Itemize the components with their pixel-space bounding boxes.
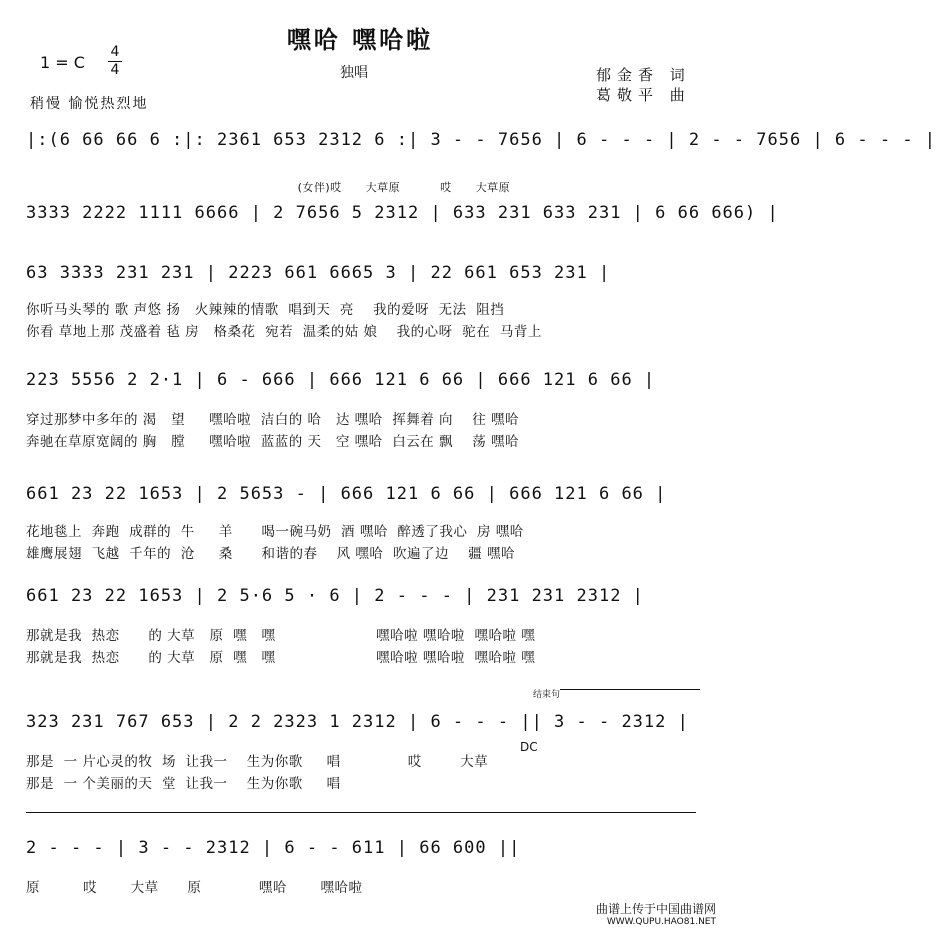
watermark-text: 曲谱上传于中国曲谱网	[595, 902, 716, 916]
meter-top: 4	[110, 44, 120, 60]
lyric-row-4b: 奔驰在草原宽阔的 胸 膛 嘿哈啦 蓝蓝的 天 空 嘿哈 白云在 飘 荡 嘿哈	[26, 434, 519, 450]
performance-form: 独唱	[340, 65, 368, 81]
time-signature	[106, 44, 124, 79]
lyric-row-6a: 那就是我 热恋 的 大草 原 嘿 嘿 嘿哈啦 嘿哈啦 嘿哈啦 嘿	[26, 628, 536, 644]
composer-credit: 葛敬平 曲	[596, 86, 691, 104]
lyric-row-7b: 那是 一 个美丽的天 堂 让我一 生为你歌 唱	[26, 776, 341, 792]
notation-row-5: 661 23 22 1653 | 2 5653 - | 666 121 6 66 | 666 121 6 66 |	[26, 484, 667, 504]
lyric-row-3a: 你听马头琴的 歌 声悠 扬 火辣辣的情歌 唱到天 亮 我的爱呀 无法 阻挡	[26, 302, 505, 318]
lyric-row-6b: 那就是我 热恋 的 大草 原 嘿 嘿 嘿哈啦 嘿哈啦 嘿哈啦 嘿	[26, 650, 536, 666]
lyric-row-5a: 花地毯上 奔跑 成群的 牛 羊 喝一碗马奶 酒 嘿哈 醉透了我心 房 嘿哈	[26, 524, 524, 540]
notation-row-1: |:(6 66 66 6 :|: 2361 653 2312 6 :| 3 - - 7656 | 6 - - - | 2 - - 7656 | 6 - - - |	[26, 130, 936, 150]
coda-mark: 结束句	[533, 690, 561, 700]
lyric-row-7a: 那是 一 片心灵的牧 场 让我一 生为你歌 唱 哎 大草	[26, 754, 489, 770]
tempo-marking: 稍慢 愉悦热烈地	[30, 96, 149, 112]
meter-bottom: 4	[110, 62, 120, 78]
lyric-line: (女伴)哎 大草原 哎 大草原	[297, 181, 511, 194]
watermark	[596, 900, 716, 927]
dc-mark: DC	[520, 740, 538, 754]
song-title: 嘿哈 嘿哈啦	[286, 26, 434, 54]
notation-row-8: 2 - - - | 3 - - 2312 | 6 - - 611 | 66 600 ||	[26, 838, 521, 858]
lyric-row-3b: 你看 草地上那 茂盛着 毡 房 格桑花 宛若 温柔的姑 娘 我的心呀 驼在 马背上	[26, 324, 542, 340]
lyric-row-8a: 原 哎 大草 原 嘿哈 嘿哈啦	[26, 880, 363, 896]
section-rule	[26, 812, 696, 813]
notation-row-3: 63 3333 231 231 | 2223 661 6665 3 | 22 661 653 231 |	[26, 263, 611, 283]
notation-row-6: 661 23 22 1653 | 2 5·6 5 · 6 | 2 - - - | 231 231 2312 |	[26, 586, 644, 606]
lyric-row-4a: 穿过那梦中多年的 渴 望 嘿哈啦 洁白的 哈 达 嘿哈 挥舞着 向 往 嘿哈	[26, 412, 519, 428]
lyric-row-1	[26, 163, 510, 195]
notation-row-4: 223 5556 2 2·1 | 6 - 666 | 666 121 6 66 | 666 121 6 66 |	[26, 370, 656, 390]
notation-row-7: 323 231 767 653 | 2 2 2323 1 2312 | 6 - - - || 3 - - 2312 |	[26, 712, 689, 732]
key-signature: 1 = C	[40, 53, 85, 72]
lyricist-credit: 郁金香 词	[596, 66, 691, 84]
notation-row-2: 3333 2222 1111 6666 | 2 7656 5 2312 | 633 231 633 231 | 6 66 666) |	[26, 203, 779, 223]
lyric-row-5b: 雄鹰展翅 飞越 千年的 沧 桑 和谐的春 风 嘿哈 吹遍了边 疆 嘿哈	[26, 546, 515, 562]
watermark-url: WWW.QUPU.HAO81.NET	[606, 917, 716, 927]
coda-bracket-line	[560, 689, 700, 690]
